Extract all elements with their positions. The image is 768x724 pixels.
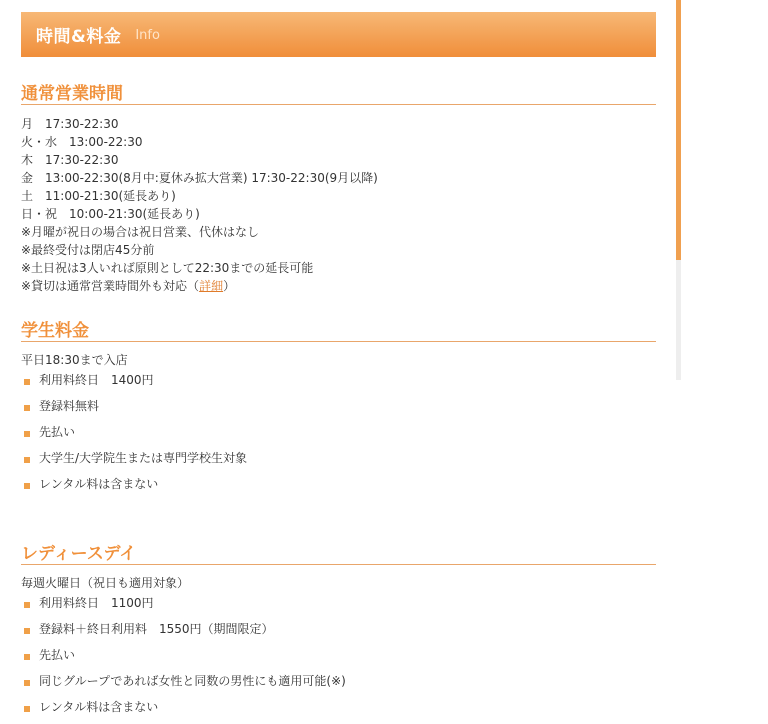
list-item [21, 449, 656, 475]
hours-row: 日・祝 10:00-21:30(延長あり) [21, 207, 200, 221]
hours-note: ※最終受付は閉店45分前 [21, 243, 155, 257]
section-ladies-day [21, 544, 656, 724]
page-title: 時間&料金 [36, 27, 122, 47]
list-item [21, 672, 656, 698]
student-intro: 平日18:30まで入店 [21, 353, 128, 367]
hours-row: 火・水 13:00-22:30 [21, 135, 143, 149]
hours-list [21, 115, 656, 295]
section-business-hours [21, 84, 656, 295]
list-item-text: 利用料終日 1400円 [39, 373, 154, 387]
square-bullet-icon [24, 706, 30, 712]
square-bullet-icon [24, 680, 30, 686]
details-link[interactable]: 詳細 [199, 279, 224, 293]
list-item [21, 620, 656, 646]
list-item [21, 397, 656, 423]
list-item-text: レンタル料は含まない [39, 700, 159, 714]
list-item-text: 同じグループであれば女性と同数の男性にも適用可能(※) [39, 674, 346, 688]
square-bullet-icon [24, 654, 30, 660]
section-heading-hours: 通常営業時間 [21, 84, 656, 105]
list-item-text: 先払い [39, 648, 76, 662]
hours-row: 金 13:00-22:30(8月中:夏休み拡大営業) 17:30-22:30(9月以降) [21, 171, 378, 185]
list-item-text: 先払い [39, 425, 76, 439]
hours-note-private [21, 277, 656, 295]
hours-note: ※土日祝は3人いれば原則として22:30までの延長可能 [21, 261, 314, 275]
list-item-text: レンタル料は含まない [39, 477, 159, 491]
section-heading-student: 学生料金 [21, 321, 656, 342]
list-item [21, 698, 656, 724]
square-bullet-icon [24, 431, 30, 437]
ladies-intro: 毎週火曜日（祝日も適用対象） [21, 576, 190, 590]
square-bullet-icon [24, 602, 30, 608]
list-item [21, 646, 656, 672]
list-item-text: 登録料無料 [39, 399, 100, 413]
square-bullet-icon [24, 457, 30, 463]
private-note-prefix: ※貸切は通常営業時間外も対応（ [21, 279, 200, 293]
list-item-text: 登録料＋終日利用料 1550円（期間限定） [39, 622, 274, 636]
private-note-suffix: ） [223, 279, 236, 293]
square-bullet-icon [24, 405, 30, 411]
hours-row: 木 17:30-22:30 [21, 153, 119, 167]
section-student-pricing [21, 321, 656, 501]
student-bullet-list [21, 371, 656, 501]
scrollbar-thumb[interactable] [676, 0, 681, 260]
list-item-text: 大学生/大学院生または専門学校生対象 [39, 451, 248, 465]
list-item [21, 475, 656, 501]
page-header [21, 12, 656, 57]
list-item [21, 371, 656, 397]
ladies-bullet-list [21, 594, 656, 724]
hours-row: 月 17:30-22:30 [21, 117, 119, 131]
list-item-text: 利用料終日 1100円 [39, 596, 154, 610]
square-bullet-icon [24, 483, 30, 489]
square-bullet-icon [24, 628, 30, 634]
list-item [21, 423, 656, 449]
section-heading-ladies: レディースデイ [21, 544, 656, 565]
hours-note: ※月曜が祝日の場合は祝日営業、代休はなし [21, 225, 260, 239]
page-subtitle: Info [135, 28, 160, 43]
scrollbar[interactable] [676, 0, 681, 380]
list-item [21, 594, 656, 620]
square-bullet-icon [24, 379, 30, 385]
hours-row: 土 11:00-21:30(延長あり) [21, 189, 176, 203]
